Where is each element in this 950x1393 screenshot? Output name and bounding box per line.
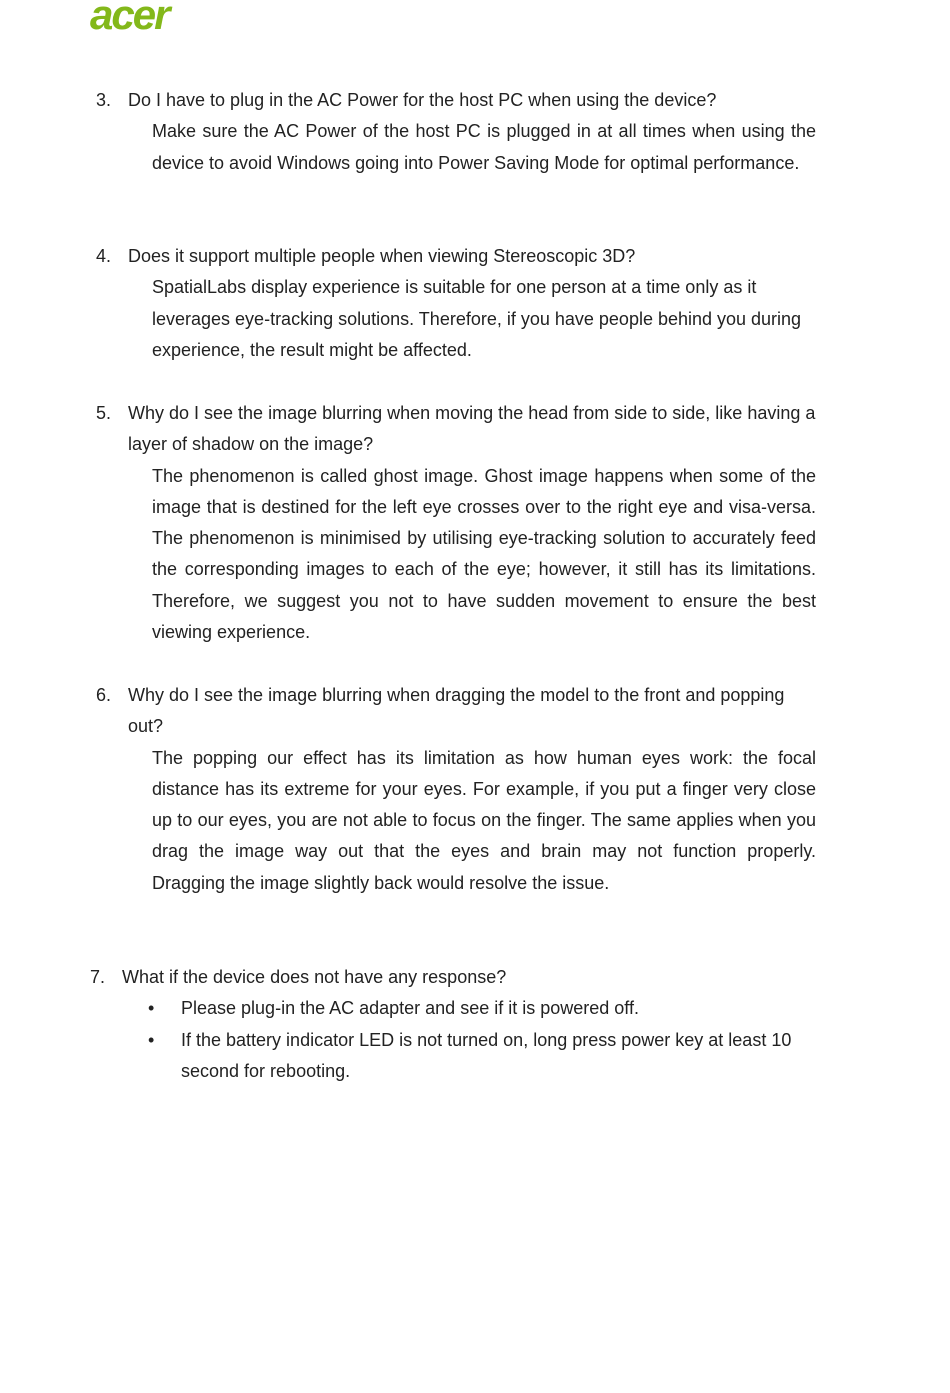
faq-item-6 <box>96 680 816 899</box>
faq-answer: The popping our effect has its limitation as how human eyes work: the focal distance has its extreme for your eyes. For example, if you put a finger very close up to our eyes, you are not able to focus on the finger. The same applies when you drag the image way out that the eyes and brain may not function properly. Dragging the image slightly back would resolve the issue. <box>152 747 816 893</box>
faq-answer: SpatialLabs display experience is suitable for one person at a time only as it leverages eye-tracking solutions. Therefore, if you have people behind you during experience, the result might be affected. <box>152 277 802 360</box>
faq-answer: The phenomenon is called ghost image. Ghost image happens when some of the image that is destined for the left eye crosses over to the right eye and visa-versa. The phenomenon is minimised by utilising eye-tracking solution to accurately feed the corresponding images to each of the eye; however, it still has its limitations. Therefore, we suggest you not to have sudden movement to ensure the best viewing experience. <box>152 465 816 643</box>
faq-item-5 <box>96 398 816 648</box>
faq-number: 4. <box>96 246 112 266</box>
faq-bullet-text: Please plug-in the AC adapter and see if it is powered off. <box>181 998 639 1019</box>
bullet-icon: • <box>148 1029 155 1050</box>
faq-bullet-item <box>148 1025 810 1088</box>
faq-bullet-list <box>148 993 810 1087</box>
faq-number: 7. <box>90 967 106 987</box>
faq-bullet-item <box>148 993 810 1024</box>
faq-number: 3. <box>96 90 112 110</box>
faq-answer: Make sure the AC Power of the host PC is plugged in at all times when using the device to avoid Windows going into Power Saving Mode for optimal performance. <box>152 121 816 173</box>
bullet-icon: • <box>148 998 155 1019</box>
faq-question: What if the device does not have any response? <box>122 967 507 987</box>
faq-question: Do I have to plug in the AC Power for the host PC when using the device? <box>128 90 717 110</box>
faq-item-7 <box>90 962 810 1087</box>
faq-bullet-text: If the battery indicator LED is not turned on, long press power key at least 10 second for rebooting. <box>181 1029 792 1081</box>
faq-item-3 <box>96 85 816 179</box>
svg-text:acer: acer <box>90 0 169 34</box>
faq-number: 6. <box>96 685 112 705</box>
faq-question: Why do I see the image blurring when dragging the model to the front and popping out? <box>128 685 785 737</box>
acer-logo <box>90 0 212 34</box>
faq-number: 5. <box>96 403 112 423</box>
faq-question: Why do I see the image blurring when moving the head from side to side, like having a layer of shadow on the image? <box>128 403 816 455</box>
faq-item-4 <box>96 241 816 366</box>
faq-question: Does it support multiple people when viewing Stereoscopic 3D? <box>128 246 636 266</box>
